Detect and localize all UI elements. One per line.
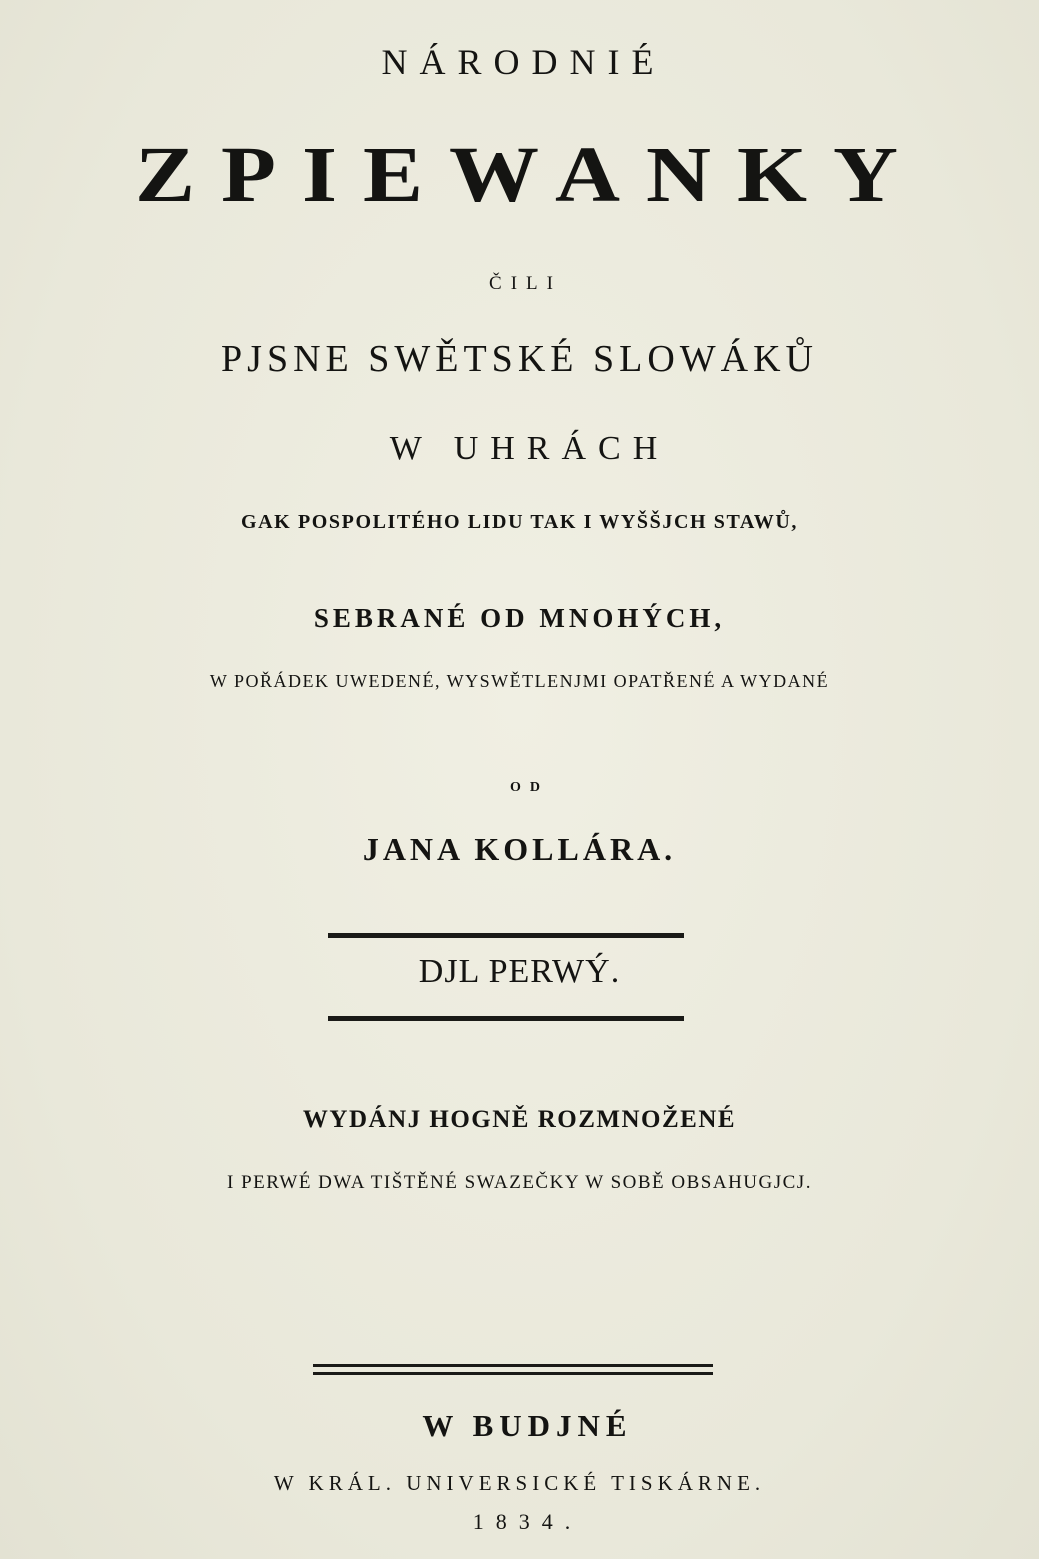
double-rule-divider [313, 1364, 713, 1375]
imprint-printer: W KRÁL. UNIVERSICKÉ TISKÁRNE. [273, 1471, 766, 1495]
rule-above-part [328, 933, 684, 938]
subtitle-line-uhrach: W UHRÁCH [389, 430, 670, 467]
subtitle-line-sebrane: SEBRANÉ OD MNOHÝCH, [313, 603, 726, 633]
title-line-narodnie: NÁRODNIÉ [381, 42, 666, 82]
part-label: DJL PERWÝ. [418, 953, 621, 990]
subtitle-line-gak: GAK POSPOLITÉHO LIDU TAK I WYŠŠJCH STAWŮ, [240, 511, 798, 533]
byline-od: OD [510, 780, 549, 795]
subtitle-line-poradek: W POŘÁDEK UWEDENÉ, WYSWĚTLENJMI OPATŘENÉ A WYDANÉ [209, 671, 830, 691]
edition-line-1: WYDÁNJ HOGNĚ ROZMNOŽENÉ [302, 1106, 737, 1133]
imprint-place: W BUDJNÉ [422, 1408, 633, 1443]
rule-below-part [328, 1016, 684, 1021]
edition-line-2: I PERWÉ DWA TIŠTĚNÉ SWAZEČKY W SOBĚ OBSAHUGJCJ. [227, 1172, 812, 1193]
main-title: ZPIEWANKY [134, 131, 925, 219]
title-line-cili: ČILI [489, 273, 562, 294]
subtitle-line-pjsne: PJSNE SWĚTSKÉ SLOWÁKŮ [221, 338, 818, 380]
imprint-year: 1834. [472, 1509, 583, 1534]
author-name: JANA KOLLÁRA. [362, 831, 677, 867]
